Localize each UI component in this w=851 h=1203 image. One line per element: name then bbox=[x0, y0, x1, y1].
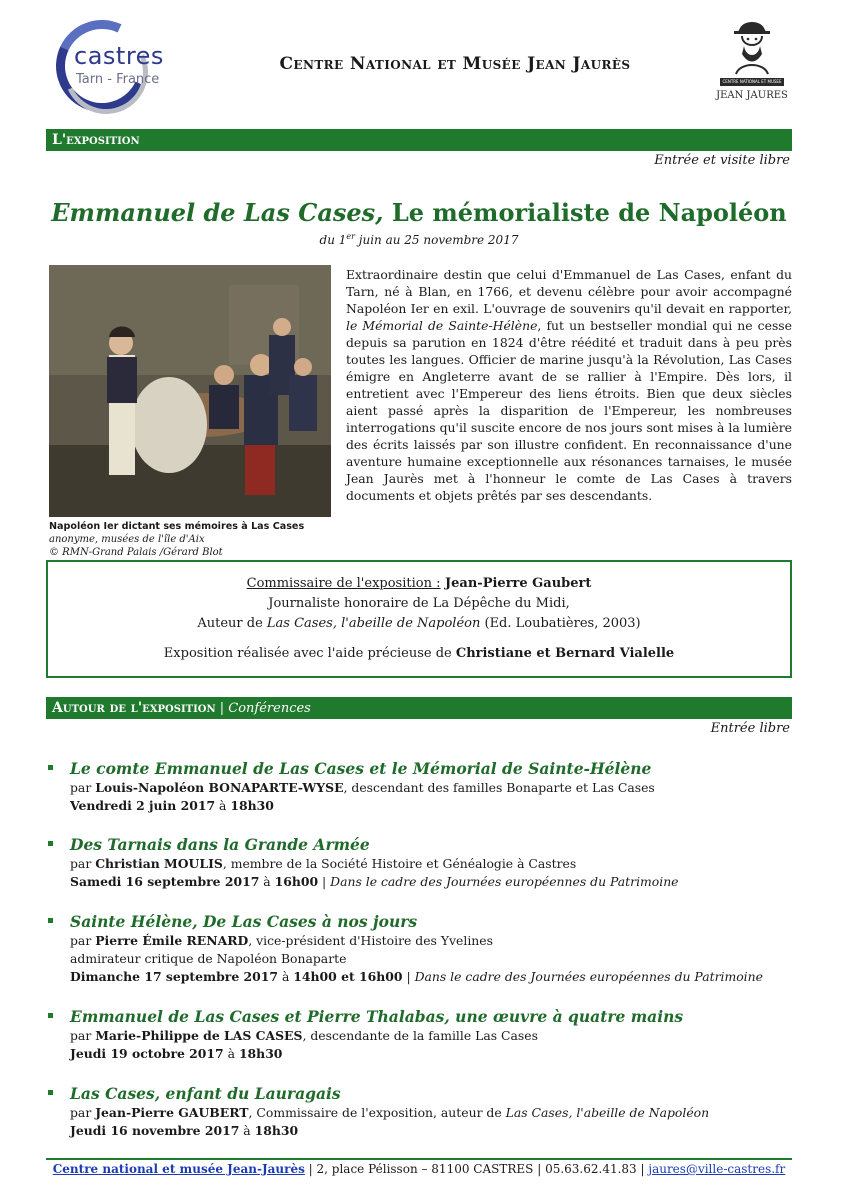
footer-phone: 05.63.62.41.83 bbox=[545, 1162, 637, 1176]
section-bar-exposition bbox=[46, 129, 792, 151]
speaker-desc: , membre de la Société Histoire et Généalogie à Castres bbox=[222, 856, 577, 871]
speaker-pre: par bbox=[70, 1028, 96, 1043]
conference-datetime bbox=[70, 1046, 282, 1061]
section-label: L'exposition bbox=[52, 132, 140, 148]
commissaire-box bbox=[46, 560, 792, 678]
conference-item bbox=[46, 912, 792, 990]
conference-speaker bbox=[70, 933, 493, 948]
speaker-name: Pierre Émile RENARD bbox=[95, 933, 249, 948]
commissaire-line4-pre: Exposition réalisée avec l'aide précieuse de bbox=[163, 646, 456, 661]
footer-email-link[interactable]: jaures@ville-castres.fr bbox=[648, 1162, 786, 1176]
footer-address: 2, place Pélisson – 81100 CASTRES bbox=[316, 1162, 534, 1176]
logo-text: castres bbox=[74, 42, 164, 70]
conference-datetime bbox=[70, 1123, 298, 1138]
bullet-icon bbox=[48, 1090, 53, 1095]
conference-datetime bbox=[70, 874, 679, 889]
conference-at: à bbox=[259, 874, 275, 889]
section-bar-autour bbox=[46, 697, 792, 719]
conference-time: 18h30 bbox=[254, 1123, 299, 1138]
dates-pre: du 1 bbox=[319, 233, 347, 247]
description-part-1: Extraordinaire destin que celui d'Emmanuel de Las Cases, enfant du Tarn, né à Blan, en 1766, et devenu célèbre pour avoir accompagné Napoléon Ier en exil. L'ouvrage de souvenirs qu'il devait en rapporter, bbox=[346, 267, 792, 316]
bullet-icon bbox=[48, 765, 53, 770]
conference-date: Jeudi 19 octobre 2017 bbox=[70, 1046, 224, 1061]
speaker-pre: par bbox=[70, 1105, 96, 1120]
commissaire-line-4 bbox=[48, 644, 790, 664]
conference-note: | Dans le cadre des Journées européennes du Patrimoine bbox=[402, 969, 763, 984]
dates-sup: er bbox=[346, 232, 355, 241]
conference-date: Jeudi 16 novembre 2017 bbox=[70, 1123, 240, 1138]
jean-jaures-logo bbox=[716, 18, 788, 108]
logo-subtext: Tarn - France bbox=[76, 72, 160, 87]
page-header-title: Centre National et Musée Jean Jaurès bbox=[279, 54, 631, 74]
painting-scene bbox=[49, 265, 331, 517]
conference-title: Las Cases, enfant du Lauragais bbox=[70, 1084, 341, 1103]
commissaire-line3-pre: Auteur de bbox=[197, 616, 267, 631]
speaker-desc: , vice-président d'Histoire des Yvelines bbox=[248, 933, 493, 948]
conference-speaker bbox=[70, 856, 576, 871]
footer-museum-link[interactable]: Centre national et musée Jean-Jaurès bbox=[52, 1162, 305, 1176]
conference-item bbox=[46, 835, 792, 895]
dates-post: juin au 25 novembre 2017 bbox=[354, 233, 519, 247]
conference-at: à bbox=[223, 1046, 239, 1061]
section-label-autour: Autour de l'exposition bbox=[52, 700, 216, 716]
commissaire-line-1 bbox=[48, 574, 790, 594]
painting-caption bbox=[49, 520, 339, 559]
conference-time: 18h30 bbox=[238, 1046, 283, 1061]
speaker-name: Louis-Napoléon BONAPARTE-WYSE bbox=[95, 780, 344, 795]
conference-title: Le comte Emmanuel de Las Cases et le Mémorial de Sainte-Hélène bbox=[70, 759, 652, 778]
bullet-icon bbox=[48, 1013, 53, 1018]
speaker-pre: par bbox=[70, 856, 96, 871]
conference-item bbox=[46, 1084, 792, 1144]
description-part-2: , fut un bestseller mondial qui ne cesse depuis sa parution en 1824 d'être réédité et traduit dans à peu près toutes les langues. Officier de marine jusqu'à la Révolution, Las Cases émigre en Angleterre avant de se rallier à l'Empire. Dès lors, il entretient avec l'Empereur des liens étroits. Bien que deux siècles aient passé après la disparition de l'Empereur, les nombreuses interrogations qu'il suscite encore de nos jours sont mises à la lumière des écrits laissés par son illustre confident. En reconnaissance d'une aventure humaine exceptionnelle aux résonances tarnaises, le musée Jean Jaurès met à l'honneur le comte de Las Cases à travers documents et objets prêtés par ses descendants. bbox=[346, 318, 792, 503]
conference-item bbox=[46, 759, 792, 819]
conference-speaker bbox=[70, 780, 655, 795]
caption-title: Napoléon Ier dictant ses mémoires à Las Cases bbox=[49, 521, 305, 532]
jaures-portrait-icon bbox=[726, 18, 778, 76]
commissaire-label: Commissaire de l'exposition : bbox=[246, 576, 441, 591]
speaker-desc: , descendante de la famille Las Cases bbox=[302, 1028, 538, 1043]
commissaire-line3-post: (Ed. Loubatières, 2003) bbox=[480, 616, 641, 631]
conference-item bbox=[46, 1007, 792, 1067]
conference-datetime bbox=[70, 969, 763, 984]
exhibition-dates bbox=[46, 232, 792, 247]
section-sublabel: Conférences bbox=[228, 701, 311, 716]
bullet-icon bbox=[48, 841, 53, 846]
speaker-pre: par bbox=[70, 933, 96, 948]
footer bbox=[46, 1162, 792, 1176]
conference-date: Samedi 16 septembre 2017 bbox=[70, 874, 260, 889]
speaker-book-title: Las Cases, l'abeille de Napoléon bbox=[505, 1105, 710, 1120]
footer-divider bbox=[46, 1158, 792, 1160]
commissaire-line-3 bbox=[48, 614, 790, 634]
conference-datetime bbox=[70, 798, 274, 813]
conference-date: Vendredi 2 juin 2017 bbox=[70, 798, 216, 813]
conference-note: | Dans le cadre des Journées européennes du Patrimoine bbox=[318, 874, 679, 889]
conference-speaker bbox=[70, 1028, 538, 1043]
speaker-pre: par bbox=[70, 780, 96, 795]
footer-sep: | bbox=[304, 1162, 317, 1176]
description-italic: le Mémorial de Sainte-Hélène bbox=[346, 318, 538, 333]
caption-credit-2: © RMN-Grand Palais /Gérard Blot bbox=[49, 547, 223, 558]
footer-sep: | bbox=[636, 1162, 649, 1176]
logo-right-text: JEAN JAURES bbox=[716, 90, 788, 101]
conference-title: Des Tarnais dans la Grande Armée bbox=[70, 835, 370, 854]
painting-image bbox=[49, 265, 331, 517]
conference-at: à bbox=[215, 798, 231, 813]
section-separator: | bbox=[215, 701, 229, 716]
exhibition-title-rest: Le mémorialiste de Napoléon bbox=[383, 198, 787, 227]
conference-time: 14h00 et 16h00 bbox=[293, 969, 403, 984]
footer-sep: | bbox=[533, 1162, 546, 1176]
conference-date: Dimanche 17 septembre 2017 bbox=[70, 969, 279, 984]
entry-note: Entrée et visite libre bbox=[654, 153, 790, 168]
castres-logo bbox=[56, 20, 196, 112]
speaker-name: Marie-Philippe de LAS CASES bbox=[95, 1028, 303, 1043]
conference-title: Emmanuel de Las Cases et Pierre Thalabas, une œuvre à quatre mains bbox=[70, 1007, 684, 1026]
entry-note-conferences: Entrée libre bbox=[710, 721, 790, 736]
conference-time: 16h00 bbox=[274, 874, 319, 889]
speaker-name: Christian MOULIS bbox=[95, 856, 223, 871]
conference-at: à bbox=[239, 1123, 255, 1138]
exhibition-title-italic: Emmanuel de Las Cases, bbox=[51, 198, 384, 227]
conference-time: 18h30 bbox=[230, 798, 274, 813]
bullet-icon bbox=[48, 918, 53, 923]
conference-at: à bbox=[278, 969, 294, 984]
conference-title: Sainte Hélène, De Las Cases à nos jours bbox=[70, 912, 418, 931]
commissaire-thanks-names: Christiane et Bernard Vialelle bbox=[455, 646, 675, 661]
logo-bar-text: CENTRE NATIONAL ET MUSEE bbox=[720, 78, 784, 86]
commissaire-line-2: Journaliste honoraire de La Dépêche du Midi, bbox=[268, 596, 570, 611]
commissaire-book-title: Las Cases, l'abeille de Napoléon bbox=[266, 616, 481, 631]
caption-credit-1: anonyme, musées de l'île d'Aix bbox=[49, 534, 205, 545]
exhibition-title bbox=[46, 198, 792, 227]
conference-speaker-extra: admirateur critique de Napoléon Bonaparte bbox=[70, 951, 347, 966]
speaker-name: Jean-Pierre GAUBERT bbox=[95, 1105, 249, 1120]
speaker-desc: , Commissaire de l'exposition, auteur de bbox=[248, 1105, 506, 1120]
speaker-desc: , descendant des familles Bonaparte et Las Cases bbox=[343, 780, 655, 795]
exhibition-description bbox=[346, 266, 792, 504]
conference-speaker bbox=[70, 1105, 709, 1120]
commissaire-name: Jean-Pierre Gaubert bbox=[440, 576, 592, 591]
